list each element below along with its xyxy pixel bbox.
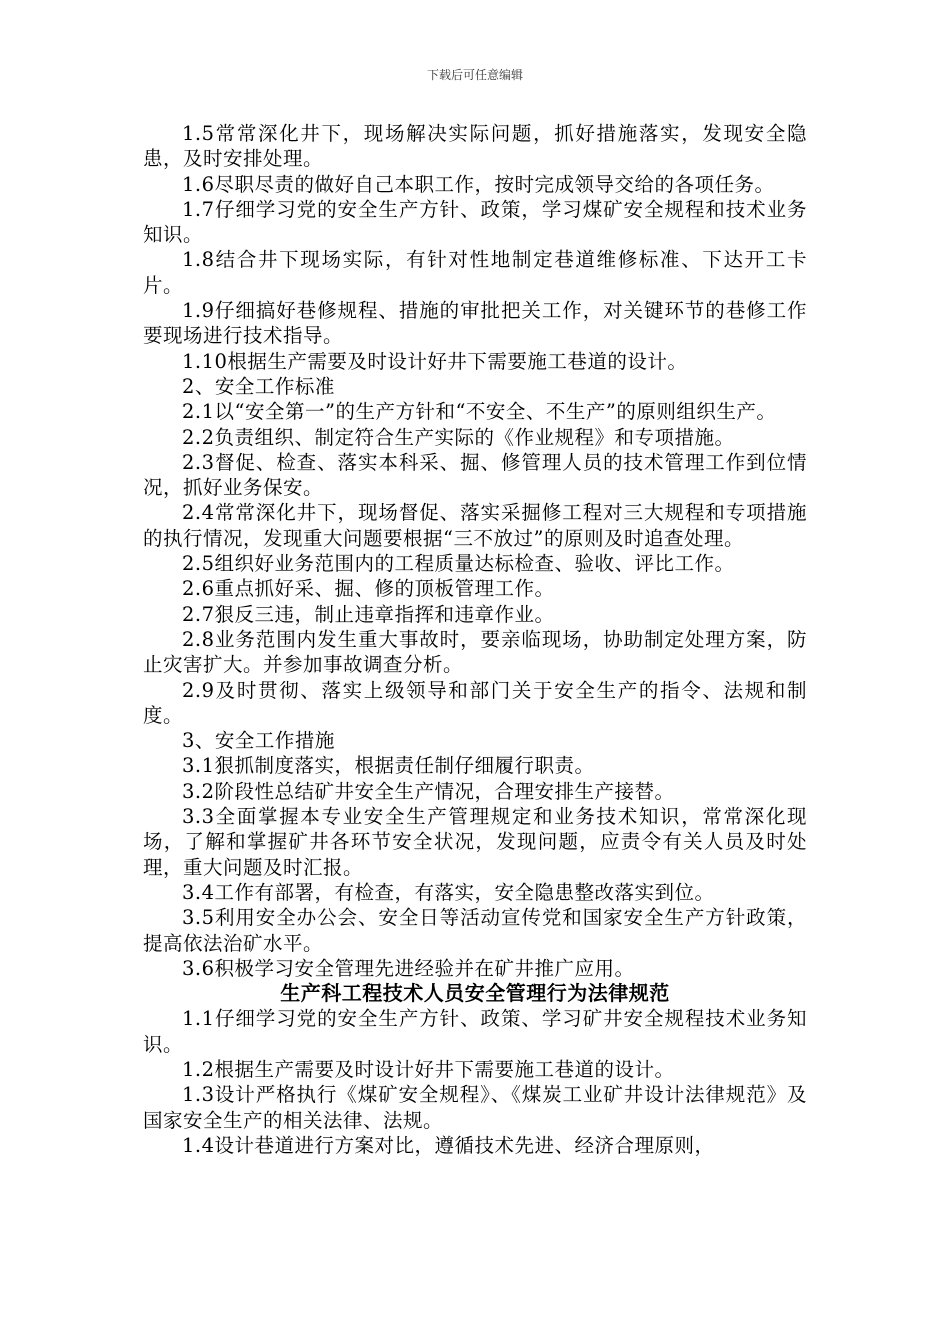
paragraph: 3.5利用安全办公会、安全日等活动宣传党和国家安全生产方针政策，提高依法治矿水平。 <box>143 906 807 955</box>
paragraph: 1.10根据生产需要及时设计好井下需要施工巷道的设计。 <box>182 349 688 373</box>
paragraph: 2.2负责组织、制定符合生产实际的《作业规程》和专项措施。 <box>182 425 735 449</box>
paragraph: 3.2阶段性总结矿井安全生产情况，合理安排生产接替。 <box>182 779 675 803</box>
paragraph: 2.4常常深化井下，现场督促、落实采掘修工程对三大规程和专项措施的执行情况，发现重大问题要根据“三不放过”的原则及时追查处理。 <box>143 501 807 550</box>
section-heading: 3、安全工作措施 <box>182 729 335 753</box>
page-header: 下载后可任意编辑 <box>426 68 523 82</box>
paragraph: 2.9及时贯彻、落实上级领导和部门关于安全生产的指令、法规和制度。 <box>143 678 807 727</box>
paragraph: 2.8业务范围内发生重大事故时，要亲临现场，协助制定处理方案，防止灾害扩大。并参加事故调查分析。 <box>143 627 807 677</box>
paragraph: 3.4工作有部署，有检查，有落实，安全隐患整改落实到位。 <box>182 880 715 904</box>
paragraph: 3.6积极学习安全管理先进经验并在矿井推广应用。 <box>182 956 635 980</box>
paragraph: 1.7仔细学习党的安全生产方针、政策，学习煤矿安全规程和技术业务知识。 <box>143 197 807 247</box>
paragraph: 1.3设计严格执行《煤矿安全规程》、《煤炭工业矿井设计法律规范》及国家安全生产的相关法律、法规。 <box>143 1083 807 1132</box>
paragraph: 3.1狠抓制度落实，根据责任制仔细履行职责。 <box>182 754 595 778</box>
document-body <box>143 121 807 1158</box>
paragraph: 2.3督促、检查、落实本科采、掘、修管理人员的技术管理工作到位情况，抓好业务保安。 <box>143 450 807 500</box>
paragraph: 1.1仔细学习党的安全生产方针、政策、学习矿井安全规程技术业务知识。 <box>143 1007 807 1056</box>
section-heading: 2、安全工作标准 <box>182 374 335 398</box>
paragraph: 1.2根据生产需要及时设计好井下需要施工巷道的设计。 <box>182 1057 675 1081</box>
paragraph: 2.5组织好业务范围内的工程质量达标检查、验收、评比工作。 <box>182 552 735 576</box>
paragraph: 1.5常常深化井下，现场解决实际问题，抓好措施落实，发现安全隐患，及时安排处理。 <box>143 122 807 171</box>
paragraph: 1.6尽职尽责的做好自己本职工作，按时完成领导交给的各项任务。 <box>182 172 775 196</box>
paragraph: 1.9仔细搞好巷修规程、措施的审批把关工作，对关键环节的巷修工作要现场进行技术指导。 <box>143 299 807 348</box>
section-title: 生产科工程技术人员安全管理行为法律规范 <box>280 981 670 1006</box>
paragraph: 2.6重点抓好采、掘、修的顶板管理工作。 <box>182 577 555 601</box>
paragraph: 3.3全面掌握本专业安全生产管理规定和业务技术知识，常常深化现场，了解和掌握矿井各环节安全状况，发现问题，应责令有关人员及时处理，重大问题及时汇报。 <box>143 805 807 879</box>
paragraph: 2.7狠反三违，制止违章指挥和违章作业。 <box>182 602 555 626</box>
paragraph: 2.1以“安全第一”的生产方针和“不安全、不生产”的原则组织生产。 <box>182 400 777 424</box>
paragraph: 1.8结合井下现场实际，有针对性地制定巷道维修标准、下达开工卡片。 <box>143 248 807 297</box>
paragraph: 1.4设计巷道进行方案对比，遵循技术先进、经济合理原则， <box>182 1133 715 1157</box>
